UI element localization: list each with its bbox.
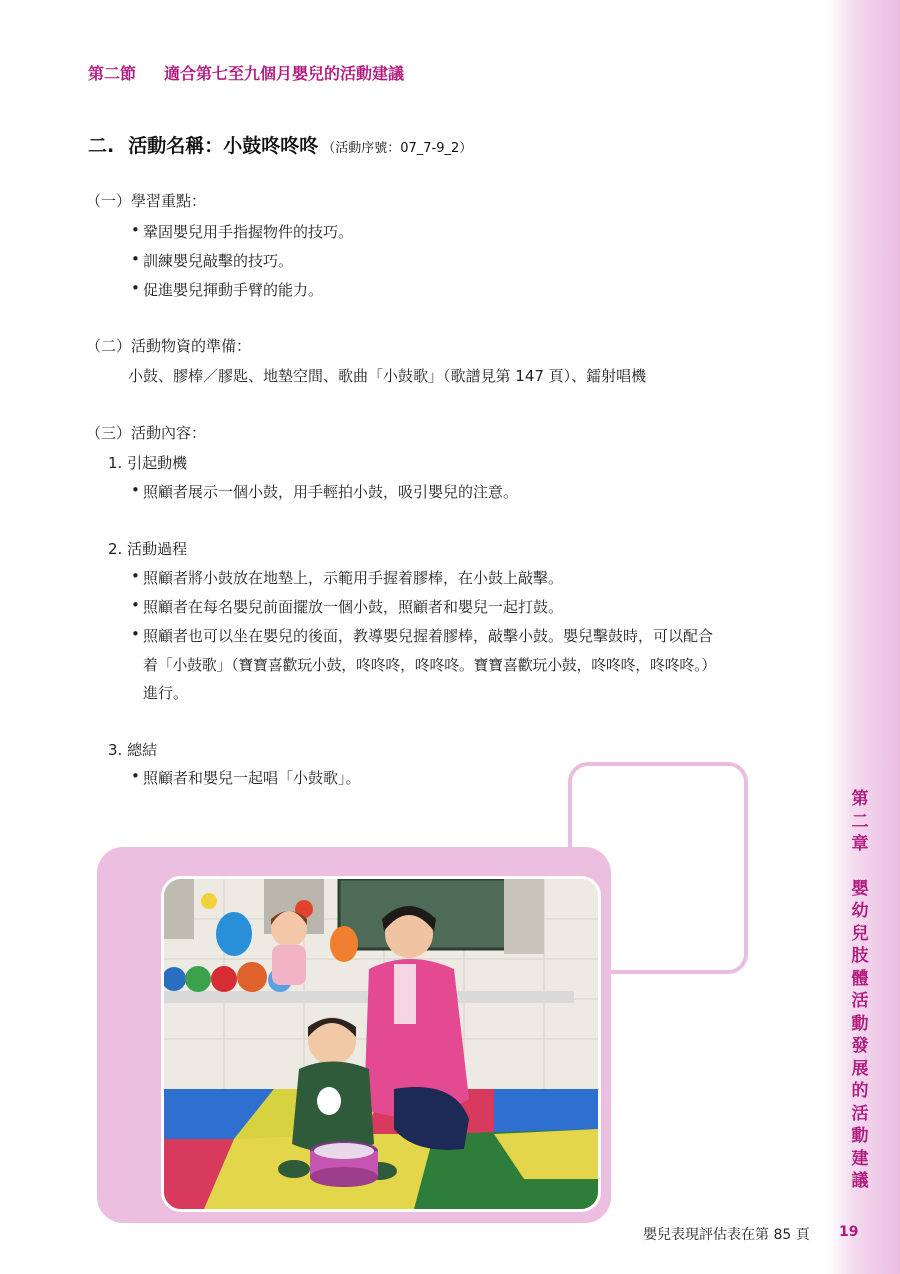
step2-item: • 照顧者在每名嬰兒前面擺放一個小鼓，照顧者和嬰兒一起打鼓。 (143, 596, 563, 617)
activity-title (88, 131, 472, 158)
step2-title: 2. 活動過程 (108, 540, 188, 558)
step2-item-continuation: 進行。 (143, 684, 189, 702)
step2-item-continuation: 着「小鼓歌」（寶寶喜歡玩小鼓，咚咚咚，咚咚咚。寶寶喜歡玩小鼓，咚咚咚，咚咚咚。） (143, 656, 717, 674)
activity-photo (161, 876, 601, 1212)
activity-serial: （活動序號：07_7-9_2） (322, 141, 473, 156)
sidebar-chapter: 第二章 (851, 789, 869, 854)
materials-text: 小鼓、膠棒／膠匙、地墊空間、歌曲「小鼓歌」（歌譜見第 147 頁）、鐳射唱機 (128, 367, 647, 385)
learning-item: • 鞏固嬰兒用手指握物件的技巧。 (143, 221, 353, 242)
step1-title: 1. 引起動機 (108, 454, 188, 472)
section-header (88, 61, 404, 84)
activity-name: 活動名稱：小鼓咚咚咚 (128, 135, 319, 157)
learning-item: • 訓練嬰兒敲擊的技巧。 (143, 250, 293, 271)
section-label: 第二節 (88, 64, 137, 83)
activity-number: 二. (88, 135, 115, 157)
materials-heading: （二）活動物資的準備： (86, 337, 252, 355)
photo-illustration (164, 879, 598, 1209)
step2-item: • 照顧者將小鼓放在地墊上，示範用手握着膠棒，在小鼓上敲擊。 (143, 567, 563, 588)
step1-item: • 照顧者展示一個小鼓，用手輕拍小鼓，吸引嬰兒的注意。 (143, 481, 518, 502)
learning-heading: （一）學習重點： (86, 192, 207, 210)
step3-item: • 照顧者和嬰兒一起唱「小鼓歌」。 (143, 767, 361, 788)
footer-note: 嬰兒表現評估表在第 85 頁 (643, 1227, 810, 1243)
section-title: 適合第七至九個月嬰兒的活動建議 (164, 64, 405, 83)
sidebar-chapter-title: 嬰幼兒肢體活動發展的活動建議 (851, 878, 869, 1191)
step2-item: • 照顧者也可以坐在嬰兒的後面，教導嬰兒握着膠棒，敲擊小鼓。嬰兒擊鼓時，可以配合 (143, 625, 713, 646)
step3-title: 3. 總結 (108, 741, 158, 759)
sidebar-chapter-label (849, 788, 871, 1193)
page-number: 19 (839, 1224, 859, 1240)
learning-item: • 促進嬰兒揮動手臂的能力。 (143, 279, 323, 300)
content-heading: （三）活動內容： (86, 424, 207, 442)
